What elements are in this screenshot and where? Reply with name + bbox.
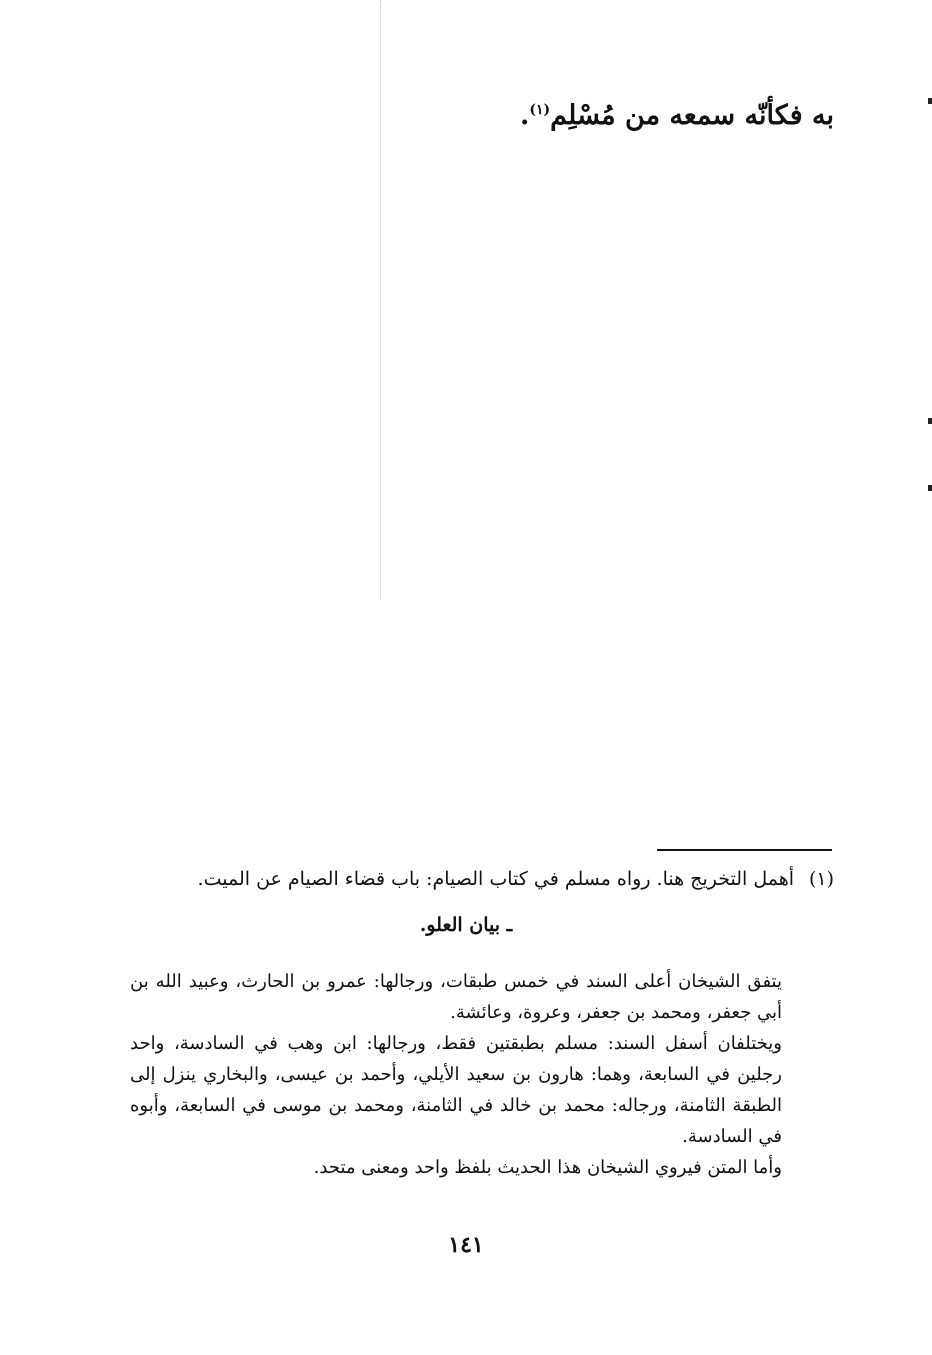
footnote-body (130, 966, 782, 1183)
edge-mark (928, 418, 932, 424)
footnote-reference: (١) (529, 102, 551, 118)
page-number: ١٤١ (448, 1232, 484, 1258)
paragraph: ويختلفان أسفل السند: مسلم بطبقتين فقط، ورجالها: ابن وهب في السادسة، واحد رجلين في السابعة، وهما: هارون بن سعيد الأيلي، وأحمد بن عيسى، والبخاري ينزل إلى الطبقة الثامنة، ورجاله: محمد بن خالد في الثامنة، ومحمد بن موسى في السابعة، وأبوه في السادسة. (130, 1033, 782, 1147)
main-text-line (520, 100, 834, 131)
edge-mark (928, 485, 932, 491)
footnote-text: أهمل التخريج هنا. رواه مسلم في كتاب الصيام: باب قضاء الصيام عن الميت. (197, 868, 794, 890)
footnote-separator (657, 849, 832, 851)
section-subheading: ـ بيان العلو. (419, 914, 513, 936)
paragraph: يتفق الشيخان أعلى السند في خمس طبقات، ورجالها: عمرو بن الحارث، وعبيد الله بن أبي جعفر، ومحمد بن جعفر، وعروة، وعائشة. (130, 971, 782, 1023)
center-fold-line (380, 0, 381, 600)
main-text: به فكأنّه سمعه من مُسْلِم (550, 100, 834, 131)
footnote-number: (١) (808, 868, 834, 890)
edge-mark (928, 98, 932, 104)
paragraph: وأما المتن فيروي الشيخان هذا الحديث بلفظ واحد ومعنى متحد. (313, 1157, 782, 1178)
footnote (194, 868, 834, 890)
main-text-period: . (519, 100, 530, 131)
